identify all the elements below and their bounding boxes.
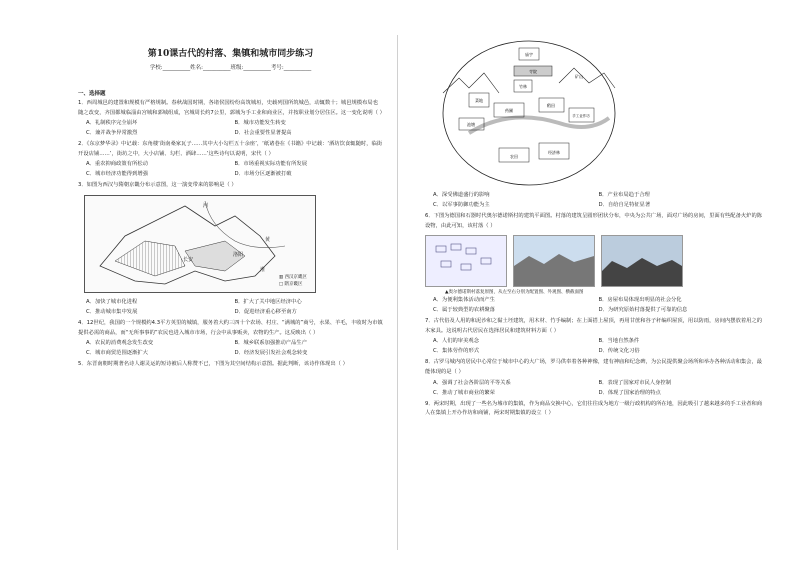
diagram-label: 经济林 [548,150,560,155]
diagram-label: 药圃 [505,108,513,113]
section-image [601,235,683,287]
options-1 [78,118,383,138]
option: B．城市功能发生转变 [234,120,286,127]
option: D．体现了国家治理的特点 [598,389,661,396]
diagram-label: 竹林 [519,84,527,89]
options-4 [78,338,383,358]
right-page [397,0,794,562]
question-1: 1．西周城邑的建置和规模有严格规制。春秋战国时期，各诸侯国纷纷高筑城垣，史载列国所筑城邑，动辄数十；城邑规模布局也随之改变，齐国都城临淄由宫城和郭城组成，宫城周长约7公里，郭城为手工业和商业区，并按职业划分居住区。这一变化说明（ ） [78,100,385,116]
option: B．市场重视实际功能有所发展 [234,161,307,168]
options-3 [78,297,383,317]
option: D．为研究原始村落提供了可靠的信息 [598,307,688,314]
question-8: 8．古罗马城内的居民中心常位于城市中心的大广场，罗马供奉着各种神像，建有神庙和纪念碑，为公民提供聚会场所和举办各种活动和集会，最能体现的是（ ） [425,359,763,375]
diagram-label: 稻田 [547,103,555,108]
village-photos [425,235,764,287]
question-3: 3．如图为西汉与隋朝京畿分布示意图，这一演变带来的影响是（ ） [78,182,237,189]
question-7: 7．古代俗及人用的和泥沙和之黏土坯建筑，用木材、竹手编制；在上面搭上屋顶，再用甘蔗和谷子秆编织屋顶，用以防雨，房间内摆放着用之的木家具。这说明古代居民在选择居民和建筑材料方面（ ） [425,318,763,334]
doc-title: 第10课古代的村落、集镇和城市同步练习 [147,49,314,59]
plan-image [425,235,507,287]
option: C．属于较典型的农耕聚落 [433,307,495,314]
option: A．礼制秩序完全崩坏 [86,120,138,127]
option: D．传统文化习俗 [598,348,640,355]
options-7 [425,336,764,356]
options-5 [425,190,764,210]
question-6: 6．下图为德国和石器时代奥尔德诺斯村的建筑平面图。村落的建筑呈圆形团状分布，中央为公共广场，面对广场的房间，里面有些配备火炉的陈设物，由此可知，该村落（ ） [425,213,763,229]
option: B．当地自然条件 [598,338,640,345]
option: C．城市经济功能得到增强 [86,171,148,178]
diagram-label: 庙宇 [525,52,533,57]
options-2 [78,159,383,179]
option: A．人们的审美观念 [433,338,479,345]
option: B．扩大了关中地区经济中心 [234,298,302,305]
option: D．自给自足特征显著 [598,202,651,208]
option: A．农民的消费观念发生改变 [86,340,154,347]
photos-caption: ▲奥尔德诺斯村落复原图，从左至右分别为配置图、外观图、横截面图 [445,290,584,296]
option: A．重农抑商政策有所松动 [86,161,148,168]
map-label: 长安 [183,256,194,263]
exterior-image [513,235,595,287]
map-label: 淮 [260,266,266,273]
estate-diagram [439,38,619,188]
map-label: 河 [203,202,209,209]
option: D．社会重要性显著提高 [234,130,292,137]
option: A．为便利集体活动而产生 [433,297,495,304]
option: B．城乡联系加强推动产品生产 [234,340,307,347]
option: C．以军事防御功能为主 [433,202,490,208]
option: B．房屋布局体现出明显的社会分化 [598,297,682,304]
options-6 [425,295,764,315]
map-legend [279,274,307,288]
capital-region-map [84,195,316,293]
option: A．加快了城市化进程 [86,298,138,305]
map-label: 洛阳 [233,251,244,258]
diagram-label: 寺院 [529,69,537,74]
option: C．推动了城市商业的繁荣 [433,389,495,396]
question-9: 9．两宋时期，出现了一些名为墟市的集镇，作为商品交换中心，它们往往成为地方一级行政机构的所在地，因此吸引了越来越多的手工业者和商人在集镇上开办作坊和商铺，两宋时期集镇的设立（ ） [425,400,763,417]
option: B．表现了国家对市民人身控制 [598,379,671,386]
section-heading: 一、选择题 [78,91,106,97]
option: D．促进经济重心移至南方 [234,308,297,315]
options-8 [425,378,764,398]
diagram-label: 矿山 [575,74,583,79]
diagram-label: 池塘 [467,122,475,127]
option: A．深受佛道盛行的影响 [433,192,490,198]
info-line: 学校:__________姓名:__________班级:__________考号:__________ [149,65,312,71]
legend-item: ▥ 西汉京畿区 [278,274,307,280]
question-2: 2．《东京梦华录》中记载：东角楼‘街南桑家瓦子……其中大小勾栏五十余座’，‘纸诸巷在《书籍》中记载：‘酒坊饮食辄随时，临街开设店铺……’，街坊之中，大小店铺、勾栏、酒肆……’这些诗句以说明，宋代（ ） [78,141,383,157]
option: A．强调了社会各阶层的平等关系 [433,379,511,386]
legend-item: □ 隋京畿区 [278,281,303,287]
question-4: 4．12世纪，我国的一个规模约4.3平方英里的城镇，服务着大约三四十个农场、村庄、“满城的”商号，水果、羊毛，丰收时为市镇提供必需的商品，而“无所事事的”农民也进入城市市场，行会中从事贩卖，农物的生产。这反映出（ ） [78,319,383,336]
diagram-label: 菜地 [475,98,483,103]
diagram-label: 手工业作坊 [572,114,590,118]
diagram-label: 农田 [510,154,518,159]
option: D．经济发展引发社会观念转变 [234,350,308,357]
question-5: 5．东晋南朝时期著名诗人谢灵运的短诗被后人称赞不已，下图为其空间结构示意图。据此判断，该诗作体现出（ ） [78,361,348,368]
diagram-drawing [439,38,619,188]
map-label: 黄 [265,236,271,243]
option: B．产业布局趋于合理 [598,192,650,198]
option: C．兼并战争异常激烈 [86,130,138,137]
option: C．城市商贸范围逐渐扩大 [86,350,148,357]
option: C．推动城市集中发展 [86,308,138,315]
option: C．集体劳作的形式 [433,348,480,355]
option: D．市场分区逐渐被打破 [234,171,292,178]
